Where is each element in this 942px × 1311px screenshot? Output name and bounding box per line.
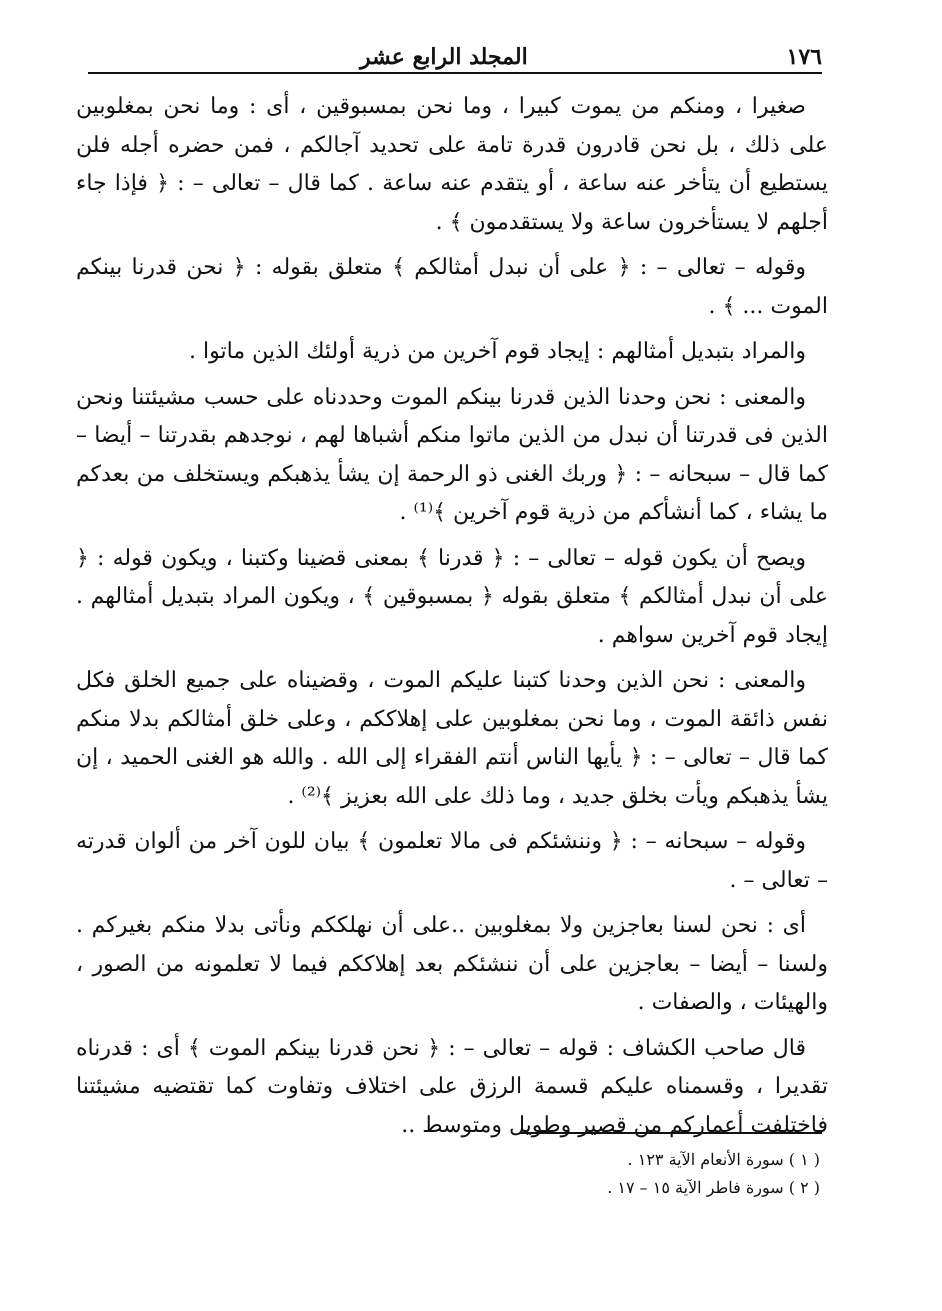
body-text [76,88,828,1152]
header-rule [88,72,822,74]
paragraph: أى : نحن لسنا بعاجزين ولا بمغلوبين ..على أن نهلككم ونأتى بدلا منكم بغيركم . ولسنا – أيضا – بعاجزين على أن ننشئكم بعد إهلاككم فيما لا تعلمونه من الصور ، والهيئات ، والصفات . [76,913,828,1015]
paragraph: ويصح أن يكون قوله – تعالى – : ﴿ قدرنا ﴾ بمعنى قضينا وكتبنا ، ويكون قوله : ﴿ على أن نبدل أمثالكم ﴾ متعلق بقوله ﴿ بمسبوقين ﴾ ، ويكون المراد بتبديل أمثالهم . إيجاد قوم آخرين سواهم . [76,545,828,648]
paragraph: والمراد بتبديل أمثالهم : إيجاد قوم آخرين من ذرية أولئك الذين ماتوا . [189,339,806,364]
running-title: المجلد الرابع عشر [360,44,528,70]
paragraph: قال صاحب الكشاف : قوله – تعالى – : ﴿ نحن قدرنا بينكم الموت ﴾ أى : قدرناه تقديرا ، وقسمناه عليكم قسمة الرزق على اختلاف وتفاوت كما تقتضيه مشيئتنا فاختلفت أعماركم من قصير وطويل ومتوسط .. [76,1035,828,1138]
paragraph: وقوله – سبحانه – : ﴿ وننشئكم فى مالا تعلمون ﴾ بيان للون آخر من ألوان قدرته – تعالى – . [76,829,828,893]
paragraph: وقوله – تعالى – : ﴿ على أن نبدل أمثالكم ﴾ متعلق بقوله : ﴿ نحن قدرنا بينكم الموت ... ﴾ . [76,255,828,319]
footnote-rule [520,1132,822,1134]
paragraph: والمعنى : نحن الذين وحدنا كتبنا عليكم الموت ، وقضيناه على جميع الخلق فكل نفس ذائقة الموت ، وما نحن بمغلوبين على إهلاككم ، وعلى خلق أمثالكم بدلا منكم كما قال – تعالى – : ﴿ يأيها الناس أنتم الفقراء إلى الله . والله هو الغنى الحميد ، إن يشأ يذهبكم ويأت بخلق جديد ، وما ذلك على الله بعزيز ﴾⁽²⁾ . [76,668,828,809]
paragraph: صغيرا ، ومنكم من يموت كبيرا ، وما نحن بمسبوقين ، أى : وما نحن بمغلوبين على ذلك ، بل نحن قادرون قدرة تامة على تحديد آجالكم ، فمن حضره أجله فلن يستطيع أن يتأخر عنه ساعة ، أو يتقدم عنه ساعة . كما قال – تعالى – : ﴿ فإذا جاء أجلهم لا يستأخرون ساعة ولا يستقدمون ﴾ . [76,94,828,235]
footnote: ( ١ ) سورة الأنعام الآية ١٢٣ . [627,1150,820,1169]
page-number: ١٧٦ [786,44,822,70]
page-header [88,30,822,70]
paragraph: والمعنى : نحن وحدنا الذين قدرنا بينكم الموت وحددناه على حسب مشيئتنا ونحن الذين فى قدرتنا أن نبدل من الذين ماتوا منكم أشباها لهم ، نوجدهم بقدرتنا – أيضا – كما قال – سبحانه – : ﴿ وربك الغنى ذو الرحمة إن يشأ يذهبكم ويستخلف من بعدكم ما يشاء ، كما أنشأكم من ذرية قوم آخرين ﴾⁽¹⁾ . [76,384,828,525]
footnote: ( ٢ ) سورة فاطر الآية ١٥ – ١٧ . [607,1178,820,1197]
footnotes [300,1146,820,1202]
